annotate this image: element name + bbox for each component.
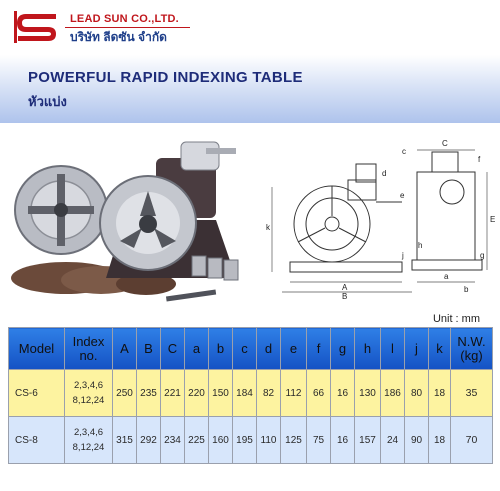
table-row bbox=[9, 417, 493, 464]
dimension-cell: 221 bbox=[161, 370, 185, 417]
svg-text:A: A bbox=[342, 283, 348, 292]
column-header-label: d bbox=[264, 340, 273, 356]
column-header bbox=[209, 328, 233, 370]
svg-text:k: k bbox=[266, 223, 270, 232]
dimension-cell: 82 bbox=[257, 370, 281, 417]
column-header-label: C bbox=[167, 340, 178, 356]
column-header bbox=[381, 328, 405, 370]
index-line-1: 2,3,4,6 bbox=[73, 380, 104, 391]
dimension-cell: 234 bbox=[161, 417, 185, 464]
column-header bbox=[405, 328, 429, 370]
column-header-label: f bbox=[316, 340, 321, 356]
svg-text:c: c bbox=[402, 147, 406, 156]
page-subtitle-th: หัวแบ่ง bbox=[28, 94, 67, 109]
column-header bbox=[137, 328, 161, 370]
column-header bbox=[233, 328, 257, 370]
svg-text:j: j bbox=[402, 251, 404, 260]
dimension-cell: 130 bbox=[355, 370, 381, 417]
dimension-cell: 125 bbox=[281, 417, 307, 464]
column-header-label: A bbox=[120, 340, 129, 356]
dimension-cell: 160 bbox=[209, 417, 233, 464]
svg-text:d: d bbox=[382, 169, 387, 178]
column-header-label: Model bbox=[18, 340, 55, 356]
dimension-cell: 250 bbox=[113, 370, 137, 417]
column-header-sublabel: (kg) bbox=[460, 347, 483, 363]
model-cell: CS-8 bbox=[9, 417, 65, 464]
column-header bbox=[331, 328, 355, 370]
dimension-cell: 66 bbox=[307, 370, 331, 417]
column-header bbox=[281, 328, 307, 370]
dimension-cell: 18 bbox=[429, 370, 451, 417]
column-header bbox=[113, 328, 137, 370]
net-weight-cell: 35 bbox=[451, 370, 493, 417]
index-line-2: 8,12,24 bbox=[72, 442, 105, 453]
dimension-cell: 292 bbox=[137, 417, 161, 464]
column-header-label: h bbox=[363, 340, 372, 356]
net-weight-cell: 70 bbox=[451, 417, 493, 464]
column-header bbox=[355, 328, 381, 370]
unit-label: Unit : mm bbox=[432, 313, 480, 325]
column-header bbox=[9, 328, 65, 370]
index-line-1: 2,3,4,6 bbox=[73, 427, 104, 438]
dimension-cell: 195 bbox=[233, 417, 257, 464]
dimension-cell: 184 bbox=[233, 370, 257, 417]
lead-sun-logo-icon bbox=[12, 10, 62, 46]
svg-text:g: g bbox=[480, 251, 485, 260]
dimension-cell: 220 bbox=[185, 370, 209, 417]
dimension-drawing-icon bbox=[252, 132, 496, 300]
dimension-cell: 157 bbox=[355, 417, 381, 464]
column-header-label: b bbox=[216, 340, 225, 356]
model-cell: CS-6 bbox=[9, 370, 65, 417]
dimension-cell: 315 bbox=[113, 417, 137, 464]
svg-text:e: e bbox=[400, 191, 405, 200]
dimension-cell: 225 bbox=[185, 417, 209, 464]
column-header bbox=[161, 328, 185, 370]
dimension-cell: 75 bbox=[307, 417, 331, 464]
column-header-label: Index bbox=[72, 333, 105, 349]
svg-text:h: h bbox=[418, 241, 423, 250]
table-header-row bbox=[9, 328, 493, 370]
column-header-label: c bbox=[241, 340, 248, 356]
column-header-sublabel: no. bbox=[79, 347, 98, 363]
dimension-cell: 90 bbox=[405, 417, 429, 464]
column-header-label: g bbox=[338, 340, 347, 356]
column-header-label: N.W. bbox=[457, 333, 486, 349]
column-header-label: l bbox=[391, 340, 394, 356]
indexing-table-photo-icon bbox=[6, 128, 256, 308]
dimension-cell: 16 bbox=[331, 417, 355, 464]
spec-table bbox=[8, 327, 493, 464]
dimension-cell: 80 bbox=[405, 370, 429, 417]
svg-text:b: b bbox=[464, 285, 469, 294]
svg-text:C: C bbox=[442, 139, 448, 148]
column-header-label: a bbox=[192, 340, 201, 356]
column-header-label: B bbox=[144, 340, 153, 356]
company-name-en: LEAD SUN CO.,LTD. bbox=[70, 13, 179, 25]
dimension-cell: 110 bbox=[257, 417, 281, 464]
dimension-cell: 112 bbox=[281, 370, 307, 417]
dimension-cell: 18 bbox=[429, 417, 451, 464]
column-header bbox=[451, 328, 493, 370]
index-cell bbox=[65, 370, 113, 417]
table-row bbox=[9, 370, 493, 417]
company-name-th: บริษัท ลีดซัน จำกัด bbox=[70, 30, 167, 44]
column-header bbox=[185, 328, 209, 370]
index-line-2: 8,12,24 bbox=[72, 395, 105, 406]
page-title: POWERFUL RAPID INDEXING TABLE bbox=[28, 69, 303, 86]
column-header-label: k bbox=[436, 340, 443, 356]
index-cell bbox=[65, 417, 113, 464]
svg-text:a: a bbox=[444, 272, 449, 281]
dimension-cell: 24 bbox=[381, 417, 405, 464]
svg-text:B: B bbox=[342, 292, 348, 300]
column-header bbox=[257, 328, 281, 370]
title-banner bbox=[0, 55, 500, 123]
column-header-label: e bbox=[289, 340, 298, 356]
svg-text:E: E bbox=[490, 215, 496, 224]
dimension-cell: 16 bbox=[331, 370, 355, 417]
column-header bbox=[429, 328, 451, 370]
dimension-cell: 235 bbox=[137, 370, 161, 417]
column-header bbox=[307, 328, 331, 370]
column-header bbox=[65, 328, 113, 370]
dimension-cell: 150 bbox=[209, 370, 233, 417]
column-header-label: j bbox=[415, 340, 418, 356]
dimension-cell: 186 bbox=[381, 370, 405, 417]
svg-text:f: f bbox=[478, 155, 481, 164]
